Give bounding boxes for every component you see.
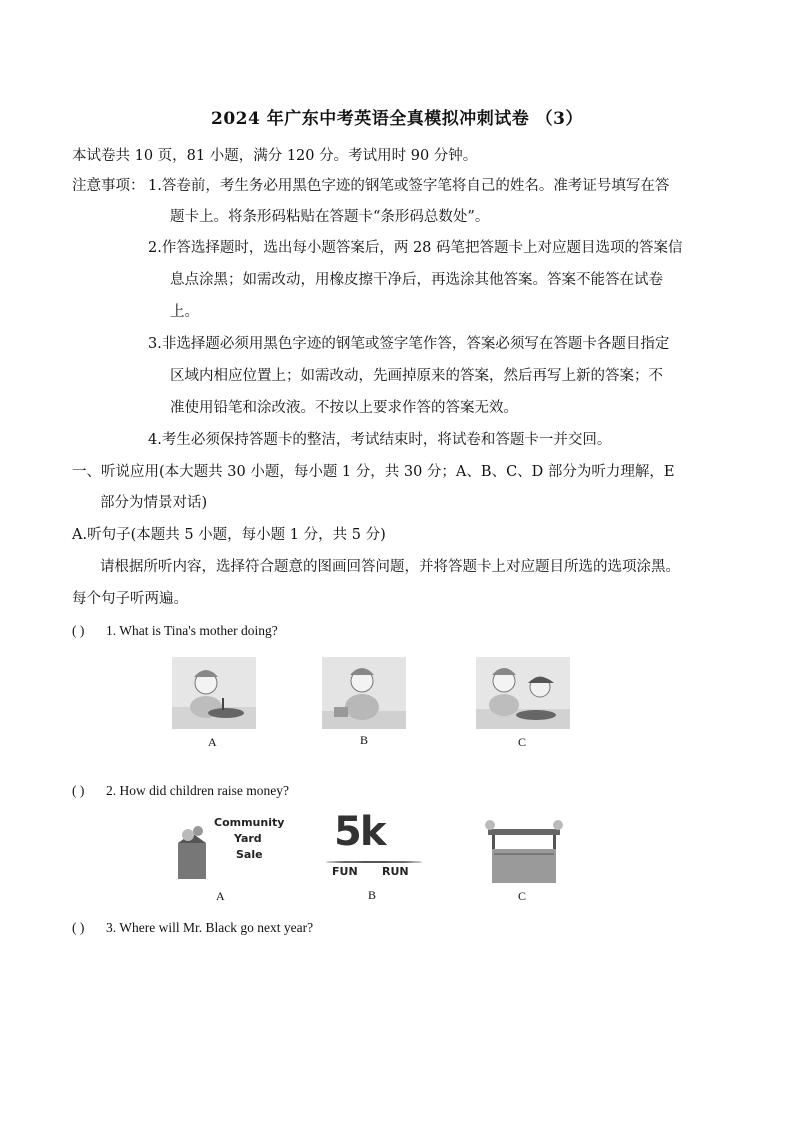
answer-blank[interactable]: ( ) [72,783,85,798]
q1-option-b-label: B [360,733,369,747]
yard-sale-text-2: Yard [234,832,262,845]
answer-blank[interactable]: ( ) [72,920,85,935]
part-a-instructions-cont: 每个句子听两遍。 [72,591,188,607]
q1-option-c-image [476,657,570,733]
yard-sale-text-1: Community [214,816,285,829]
exam-intro: 本试卷共 10 页，81 小题，满分 120 分。考试用时 90 分钟。 [72,148,478,164]
q2-option-c-label: C [518,889,527,903]
part-a-heading: A.听句子(本题共 5 小题，每小题 1 分，共 5 分) [72,527,386,543]
answer-blank[interactable]: ( ) [72,623,85,638]
yard-sale-text-3: Sale [236,848,263,861]
note-4: 4.考生必须保持答题卡的整洁，考试结束时，将试卷和答题卡一并交回。 [148,432,612,448]
question-3 [72,919,313,937]
q1-option-b-image [322,657,406,733]
q2-option-c-image [482,815,566,889]
fun-run-text-2: RUN [382,865,409,878]
note-2-line-3: 上。 [170,304,199,320]
question-text: 2. How did children raise money? [106,783,289,798]
page-title: 2024 年广东中考英语全真模拟冲刺试卷 （3） [211,109,583,129]
notes-label: 注意事项： [72,178,145,194]
q2-option-b-label: B [368,888,377,902]
question-2 [72,782,289,800]
q2-option-a-label: A [216,889,225,903]
note-1-line-2: 题卡上。将条形码粘贴在答题卡“条形码总数处”。 [170,209,490,225]
section-1-heading: 一、听说应用(本大题共 30 小题，每小题 1 分，共 30 分；A、B、C、D 部分为听力理解，E [72,464,675,480]
q1-option-a-image [172,657,256,733]
note-1-line-1: 1.答卷前，考生务必用黑色字迹的钢笔或签字笔将自己的姓名。准考证号填写在答 [148,178,670,194]
section-1-heading-cont: 部分为情景对话) [100,495,208,511]
question-1 [72,622,278,640]
question-text: 1. What is Tina's mother doing? [106,623,278,638]
note-2-line-1: 2.作答选择题时，选出每小题答案后，两 28 码笔把答题卡上对应题目选项的答案信 [148,240,683,256]
fun-run-5k-text: 5k [334,809,385,855]
note-2-line-2: 息点涂黑；如需改动，用橡皮擦干净后，再选涂其他答案。答案不能答在试卷 [170,272,663,288]
fun-run-text-1: FUN [332,865,358,878]
q1-option-a-label: A [208,735,217,749]
question-text: 3. Where will Mr. Black go next year? [106,920,314,935]
q2-option-a-image [172,815,285,883]
q2-option-b-image [326,809,422,881]
note-3-line-2: 区域内相应位置上；如需改动，先画掉原来的答案，然后再写上新的答案；不 [170,368,663,384]
part-a-instructions: 请根据所听内容，选择符合题意的图画回答问题，并将答题卡上对应题目所选的选项涂黑。 [100,559,680,575]
note-3-line-1: 3.非选择题必须用黑色字迹的钢笔或签字笔作答，答案必须写在答题卡各题目指定 [148,336,670,352]
note-3-line-3: 准使用铅笔和涂改液。不按以上要求作答的答案无效。 [170,400,518,416]
q1-option-c-label: C [518,735,527,749]
